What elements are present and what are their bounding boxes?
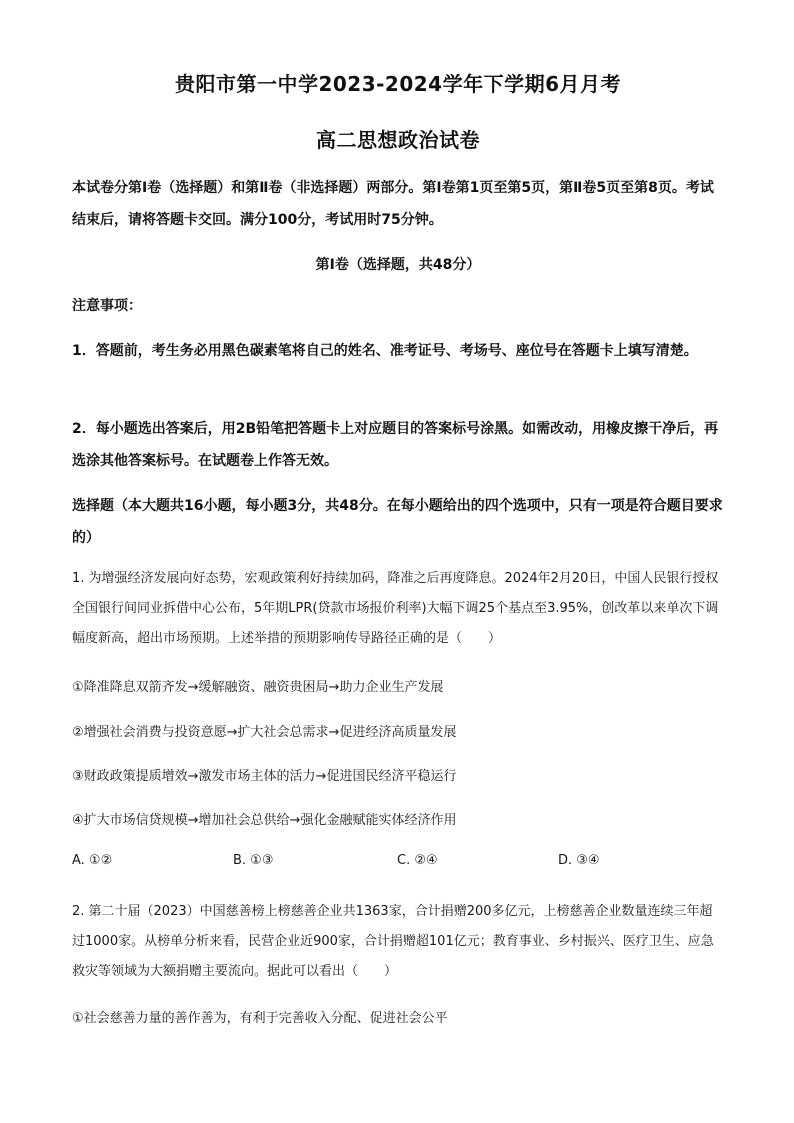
- section-one-title: 第Ⅰ卷（选择题，共48分）: [315, 257, 481, 273]
- question-1-stem: 1. 为增强经济发展向好态势，宏观政策利好持续加码，降准之后再度降息。2024年2月20日，中国人民银行授权全国银行间同业拆借中心公布，5年期LPR(贷款市场报价利率)大幅下调25个基点至3.95%，创改革以来单次下调幅度新高，超出市场预期。上述举措的预期影响传导路径正确的是（ ）: [72, 571, 719, 646]
- question-1-option-4: ④扩大市场信贷规模→增加社会总供给→强化金融赋能实体经济作用: [72, 813, 457, 828]
- question-1-option-1: ①降准降息双箭齐发→缓解融资、融资贵困局→助力企业生产发展: [72, 680, 444, 695]
- question-1-option-2: ②增强社会消费与投资意愿→扩大社会总需求→促进经济高质量发展: [72, 725, 457, 740]
- choice-a: A. ①②: [72, 853, 113, 868]
- question-1-choices: [72, 853, 732, 873]
- notice-item-2: 2．每小题选出答案后，用2B铅笔把答题卡上对应题目的答案标号涂黑。如需改动，用橡皮擦干净后，再选涂其他答案标号。在试题卷上作答无效。: [72, 421, 719, 469]
- exam-subtitle: 高二思想政治试卷: [316, 128, 480, 152]
- question-1-option-3: ③财政政策提质增效→激发市场主体的活力→促进国民经济平稳运行: [72, 769, 457, 784]
- question-2-option-1: ①社会慈善力量的善作善为，有利于完善收入分配、促进社会公平: [72, 1011, 448, 1026]
- notice-heading: 注意事项：: [72, 298, 142, 314]
- choice-c: C. ②④: [397, 853, 438, 868]
- choice-section-heading: 选择题（本大题共16小题，每小题3分，共48分。在每小题给出的四个选项中，只有一项是符合题目要求的）: [72, 498, 723, 546]
- exam-title: 贵阳市第一中学2023-2024学年下学期6月月考: [174, 72, 622, 96]
- question-2-stem: 2. 第二十届（2023）中国慈善榜上榜慈善企业共1363家，合计捐赠200多亿元，上榜慈善企业数量连续三年超过1000家。从榜单分析来看，民营企业近900家，合计捐赠超101亿元；教育事业、乡村振兴、医疗卫生、应急救灾等领域为大额捐赠主要流向。据此可以看出（ ）: [72, 904, 714, 979]
- choice-b: B. ①③: [233, 853, 274, 868]
- exam-intro: 本试卷分第Ⅰ卷（选择题）和第Ⅱ卷（非选择题）两部分。第Ⅰ卷第1页至第5页，第Ⅱ卷5页至第8页。考试结束后，请将答题卡交回。满分100分，考试用时75分钟。: [72, 180, 714, 228]
- notice-item-1: 1．答题前，考生务必用黑色碳素笔将自己的姓名、准考证号、考场号、座位号在答题卡上填写清楚。: [72, 343, 698, 359]
- choice-d: D. ③④: [558, 853, 600, 868]
